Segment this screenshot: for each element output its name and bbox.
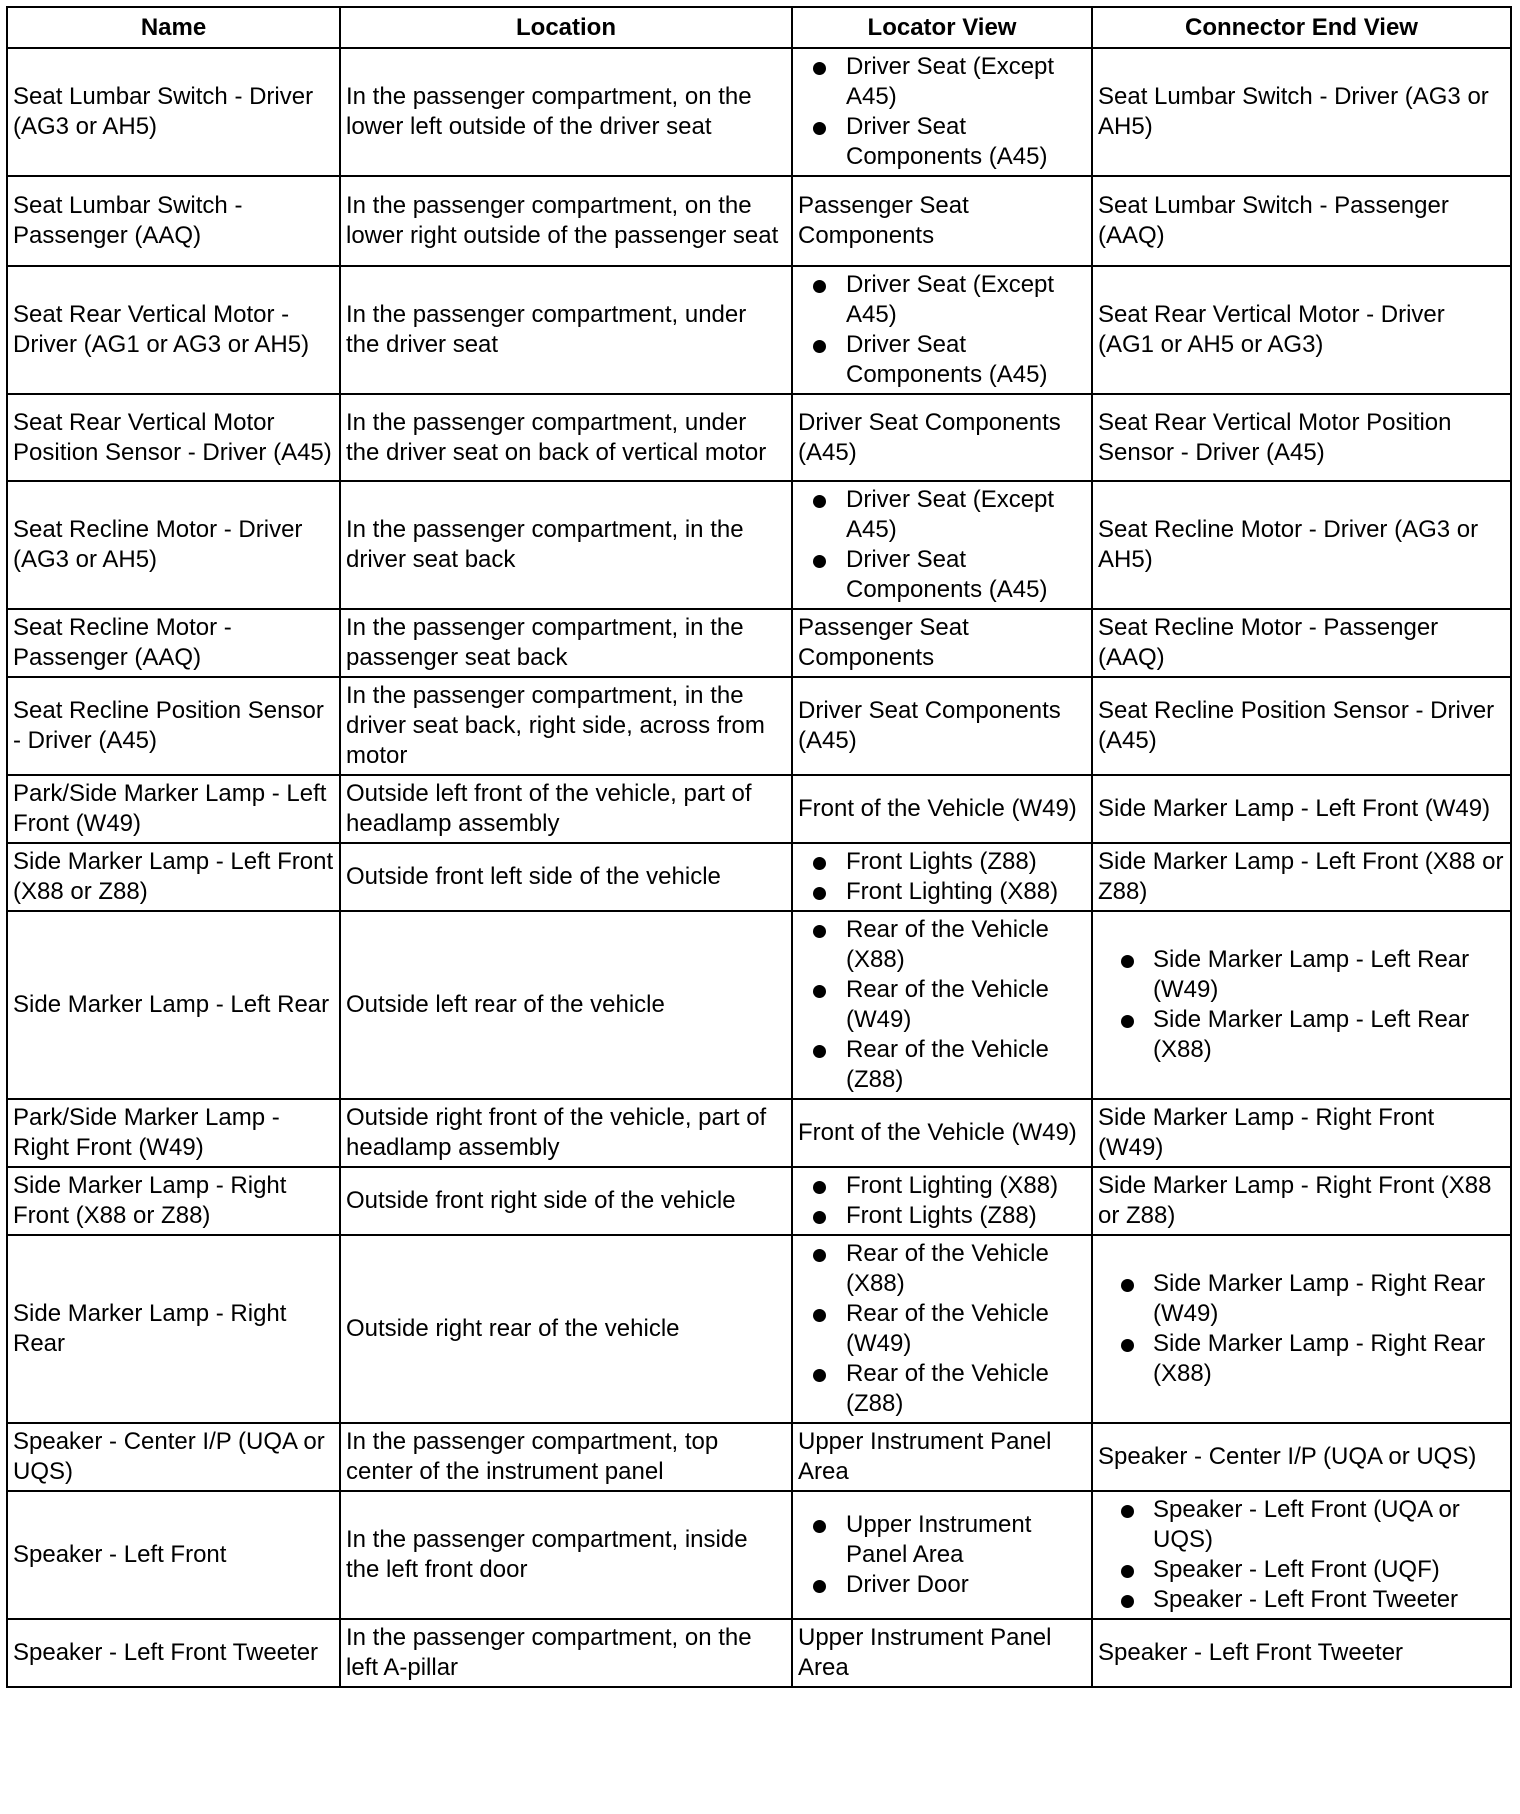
locator-view-cell	[792, 1491, 1092, 1619]
name-cell: Seat Recline Motor - Driver (AG3 or AH5)	[7, 481, 340, 609]
name-cell: Park/Side Marker Lamp - Right Front (W49)	[7, 1099, 340, 1167]
name-cell: Seat Recline Position Sensor - Driver (A45)	[7, 677, 340, 775]
location-cell: In the passenger compartment, top center of the instrument panel	[340, 1423, 792, 1491]
bullet-item: Driver Door	[798, 1570, 1086, 1600]
name-cell: Seat Recline Motor - Passenger (AAQ)	[7, 609, 340, 677]
location-cell: Outside right front of the vehicle, part of headlamp assembly	[340, 1099, 792, 1167]
table-row	[7, 481, 1511, 609]
name-cell: Seat Rear Vertical Motor - Driver (AG1 or AG3 or AH5)	[7, 266, 340, 394]
bullet-item: Upper Instrument Panel Area	[798, 1510, 1086, 1570]
bullet-list	[798, 52, 1086, 172]
table-row	[7, 609, 1511, 677]
name-cell: Side Marker Lamp - Left Rear	[7, 911, 340, 1099]
connector-end-view-cell: Speaker - Left Front Tweeter	[1092, 1619, 1511, 1687]
name-cell: Park/Side Marker Lamp - Left Front (W49)	[7, 775, 340, 843]
bullet-list	[798, 1171, 1086, 1231]
bullet-item: Front Lights (Z88)	[798, 847, 1086, 877]
bullet-item: Side Marker Lamp - Right Rear (W49)	[1098, 1269, 1505, 1329]
bullet-list	[798, 915, 1086, 1095]
location-cell: In the passenger compartment, inside the left front door	[340, 1491, 792, 1619]
connector-end-view-cell: Side Marker Lamp - Left Front (X88 or Z88)	[1092, 843, 1511, 911]
locator-view-cell	[792, 48, 1092, 176]
table-body	[7, 48, 1511, 1687]
bullet-list	[798, 270, 1086, 390]
table-row	[7, 843, 1511, 911]
bullet-item: Rear of the Vehicle (Z88)	[798, 1035, 1086, 1095]
bullet-list	[798, 847, 1086, 907]
name-cell: Speaker - Left Front Tweeter	[7, 1619, 340, 1687]
bullet-list	[798, 1239, 1086, 1419]
bullet-list	[798, 1510, 1086, 1600]
locator-view-cell: Passenger Seat Components	[792, 176, 1092, 266]
table-row	[7, 1491, 1511, 1619]
bullet-item: Speaker - Left Front (UQA or UQS)	[1098, 1495, 1505, 1555]
table-row	[7, 1235, 1511, 1423]
header-locator-view: Locator View	[792, 7, 1092, 48]
connector-end-view-cell: Seat Recline Position Sensor - Driver (A45)	[1092, 677, 1511, 775]
table-row	[7, 1099, 1511, 1167]
location-cell: Outside left front of the vehicle, part of headlamp assembly	[340, 775, 792, 843]
header-row	[7, 7, 1511, 48]
bullet-item: Side Marker Lamp - Left Rear (W49)	[1098, 945, 1505, 1005]
bullet-item: Front Lighting (X88)	[798, 877, 1086, 907]
locator-view-cell: Upper Instrument Panel Area	[792, 1619, 1092, 1687]
locator-view-cell: Passenger Seat Components	[792, 609, 1092, 677]
locator-view-cell	[792, 1167, 1092, 1235]
table-row	[7, 266, 1511, 394]
connector-end-view-cell: Side Marker Lamp - Right Front (X88 or Z88)	[1092, 1167, 1511, 1235]
connector-end-view-cell: Seat Lumbar Switch - Passenger (AAQ)	[1092, 176, 1511, 266]
locator-view-cell: Front of the Vehicle (W49)	[792, 775, 1092, 843]
bullet-item: Rear of the Vehicle (X88)	[798, 915, 1086, 975]
bullet-item: Driver Seat Components (A45)	[798, 112, 1086, 172]
table-row	[7, 48, 1511, 176]
name-cell: Seat Lumbar Switch - Passenger (AAQ)	[7, 176, 340, 266]
location-cell: In the passenger compartment, on the lower left outside of the driver seat	[340, 48, 792, 176]
bullet-item: Side Marker Lamp - Left Rear (X88)	[1098, 1005, 1505, 1065]
name-cell: Seat Rear Vertical Motor Position Sensor - Driver (A45)	[7, 394, 340, 481]
bullet-item: Front Lighting (X88)	[798, 1171, 1086, 1201]
bullet-item: Side Marker Lamp - Right Rear (X88)	[1098, 1329, 1505, 1389]
locator-view-cell: Front of the Vehicle (W49)	[792, 1099, 1092, 1167]
locator-view-cell	[792, 843, 1092, 911]
bullet-item: Rear of the Vehicle (Z88)	[798, 1359, 1086, 1419]
location-cell: In the passenger compartment, on the left A-pillar	[340, 1619, 792, 1687]
location-cell: Outside front right side of the vehicle	[340, 1167, 792, 1235]
bullet-item: Driver Seat (Except A45)	[798, 485, 1086, 545]
table-row	[7, 176, 1511, 266]
table-row	[7, 1619, 1511, 1687]
locator-view-cell: Driver Seat Components (A45)	[792, 394, 1092, 481]
locator-view-cell	[792, 481, 1092, 609]
bullet-list	[1098, 1495, 1505, 1615]
locator-view-cell	[792, 266, 1092, 394]
name-cell: Speaker - Left Front	[7, 1491, 340, 1619]
bullet-item: Driver Seat Components (A45)	[798, 545, 1086, 605]
location-cell: In the passenger compartment, in the driver seat back, right side, across from motor	[340, 677, 792, 775]
locator-view-cell	[792, 1235, 1092, 1423]
bullet-item: Driver Seat Components (A45)	[798, 330, 1086, 390]
table-row	[7, 1423, 1511, 1491]
bullet-list	[1098, 1269, 1505, 1389]
bullet-item: Driver Seat (Except A45)	[798, 270, 1086, 330]
table-row	[7, 911, 1511, 1099]
location-cell: Outside front left side of the vehicle	[340, 843, 792, 911]
connector-end-view-cell: Seat Recline Motor - Passenger (AAQ)	[1092, 609, 1511, 677]
connector-end-view-cell	[1092, 1491, 1511, 1619]
bullet-item: Rear of the Vehicle (W49)	[798, 1299, 1086, 1359]
locator-view-cell	[792, 911, 1092, 1099]
bullet-item: Front Lights (Z88)	[798, 1201, 1086, 1231]
table-row	[7, 677, 1511, 775]
bullet-list	[1098, 945, 1505, 1065]
connector-end-view-cell: Seat Rear Vertical Motor - Driver (AG1 or AH5 or AG3)	[1092, 266, 1511, 394]
table-row	[7, 394, 1511, 481]
bullet-item: Speaker - Left Front (UQF)	[1098, 1555, 1505, 1585]
location-cell: In the passenger compartment, under the driver seat on back of vertical motor	[340, 394, 792, 481]
connector-end-view-cell: Seat Rear Vertical Motor Position Sensor - Driver (A45)	[1092, 394, 1511, 481]
table-row	[7, 1167, 1511, 1235]
name-cell: Side Marker Lamp - Right Front (X88 or Z88)	[7, 1167, 340, 1235]
header-name: Name	[7, 7, 340, 48]
location-cell: Outside left rear of the vehicle	[340, 911, 792, 1099]
table-row	[7, 775, 1511, 843]
name-cell: Side Marker Lamp - Right Rear	[7, 1235, 340, 1423]
name-cell: Speaker - Center I/P (UQA or UQS)	[7, 1423, 340, 1491]
connector-end-view-cell: Side Marker Lamp - Left Front (W49)	[1092, 775, 1511, 843]
connector-end-view-cell: Seat Lumbar Switch - Driver (AG3 or AH5)	[1092, 48, 1511, 176]
connector-end-view-cell: Speaker - Center I/P (UQA or UQS)	[1092, 1423, 1511, 1491]
location-cell: In the passenger compartment, in the driver seat back	[340, 481, 792, 609]
header-connector-end-view: Connector End View	[1092, 7, 1511, 48]
location-cell: In the passenger compartment, in the passenger seat back	[340, 609, 792, 677]
bullet-item: Driver Seat (Except A45)	[798, 52, 1086, 112]
component-locator-table	[6, 6, 1512, 1688]
connector-end-view-cell: Seat Recline Motor - Driver (AG3 or AH5)	[1092, 481, 1511, 609]
bullet-item: Speaker - Left Front Tweeter	[1098, 1585, 1505, 1615]
connector-end-view-cell: Side Marker Lamp - Right Front (W49)	[1092, 1099, 1511, 1167]
bullet-list	[798, 485, 1086, 605]
location-cell: In the passenger compartment, on the lower right outside of the passenger seat	[340, 176, 792, 266]
name-cell: Seat Lumbar Switch - Driver (AG3 or AH5)	[7, 48, 340, 176]
location-cell: In the passenger compartment, under the driver seat	[340, 266, 792, 394]
name-cell: Side Marker Lamp - Left Front (X88 or Z88)	[7, 843, 340, 911]
bullet-item: Rear of the Vehicle (W49)	[798, 975, 1086, 1035]
bullet-item: Rear of the Vehicle (X88)	[798, 1239, 1086, 1299]
connector-end-view-cell	[1092, 911, 1511, 1099]
header-location: Location	[340, 7, 792, 48]
location-cell: Outside right rear of the vehicle	[340, 1235, 792, 1423]
locator-view-cell: Upper Instrument Panel Area	[792, 1423, 1092, 1491]
locator-view-cell: Driver Seat Components (A45)	[792, 677, 1092, 775]
connector-end-view-cell	[1092, 1235, 1511, 1423]
